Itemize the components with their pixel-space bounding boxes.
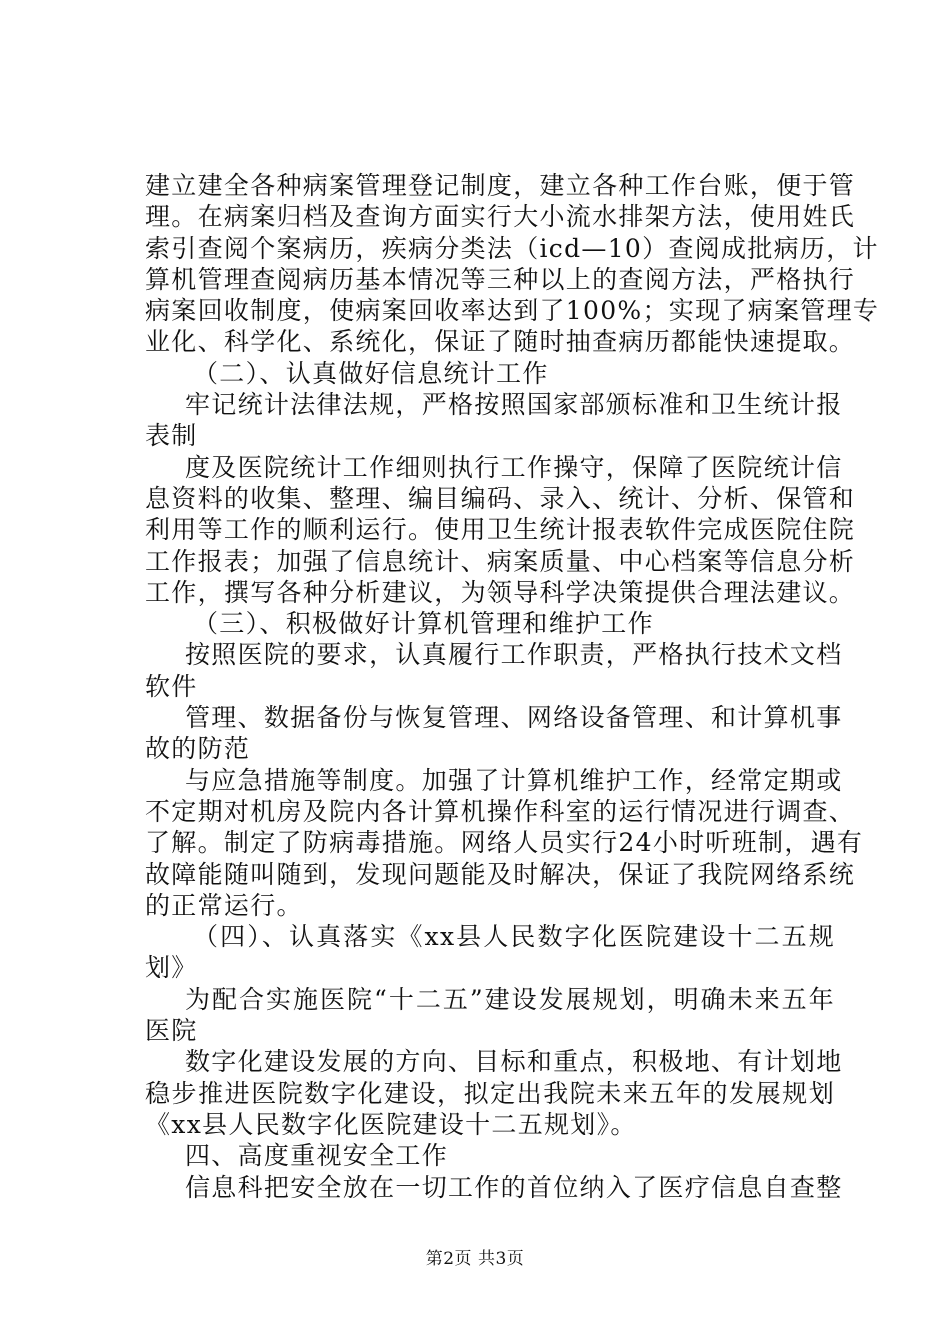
text-line: 信息科把安全放在一切工作的首位纳入了医疗信息自查整 [185,1172,843,1202]
text-line: 故的防范 [145,734,251,764]
text-line: 病案回收制度，使病案回收率达到了100%；实现了病案管理专 [145,296,880,326]
text-line: 故障能随叫随到，发现问题能及时解决，保证了我院网络系统 [145,859,856,889]
text-line: 度及医院统计工作细则执行工作操守，保障了医院统计信 [185,452,843,482]
text-line: 表制 [145,421,198,451]
text-line: 利用等工作的顺利运行。使用卫生统计报表软件完成医院住院 [145,515,856,545]
section-heading: 四、高度重视安全工作 [185,1141,449,1171]
text-line: 索引查阅个案病历，疾病分类法（icd—10）查阅成批病历，计 [145,233,879,263]
text-line: 理。在病案归档及查询方面实行大小流水排架方法，使用姓氏 [145,202,856,232]
section-heading: （三）、积极做好计算机管理和维护工作 [193,609,654,639]
text-line: 工作报表；加强了信息统计、病案质量、中心档案等信息分析 [145,546,856,576]
text-line: 算机管理查阅病历基本情况等三种以上的查阅方法，严格执行 [145,264,856,294]
text-line: 稳步推进医院数字化建设，拟定出我院未来五年的发展规划 [145,1078,835,1108]
page-number-footer: 第2页 共3页 [425,1249,525,1269]
text-line: 牢记统计法律法规，严格按照国家部颁标准和卫生统计报 [185,390,843,420]
section-heading: （二）、认真做好信息统计工作 [193,358,549,388]
text-line: 的正常运行。 [145,890,303,920]
text-line: 业化、科学化、系统化，保证了随时抽查病历都能快速提取。 [145,327,856,357]
text-line: 工作，撰写各种分析建议，为领导科学决策提供合理法建议。 [145,577,856,607]
text-line: 息资料的收集、整理、编目编码、录入、统计、分析、保管和 [145,483,856,513]
text-line: 建立建全各种病案管理登记制度，建立各种工作台账，便于管 [145,171,856,200]
document-body [145,170,880,1203]
text-line: 医院 [145,1016,198,1046]
text-line: 管理、数据备份与恢复管理、网络设备管理、和计算机事 [185,703,843,733]
text-line: 了解。制定了防病毒措施。网络人员实行24小时听班制，遇有 [145,828,864,858]
text-line: 不定期对机房及院内各计算机操作科室的运行情况进行调查、 [145,796,856,826]
section-heading-continued: 划》 [145,953,198,983]
text-line: 按照医院的要求，认真履行工作职责，严格执行技术文档 [185,640,843,670]
section-heading: （四）、认真落实《xx县人民数字化医院建设十二五规 [193,922,835,952]
text-line: 软件 [145,671,198,701]
text-line: 与应急措施等制度。加强了计算机维护工作，经常定期或 [185,765,843,795]
text-line: 《xx县人民数字化医院建设十二五规划》。 [145,1109,637,1139]
text-line: 为配合实施医院“十二五”建设发展规划，明确未来五年 [185,984,835,1014]
text-line: 数字化建设发展的方向、目标和重点，积极地、有计划地 [185,1047,843,1077]
